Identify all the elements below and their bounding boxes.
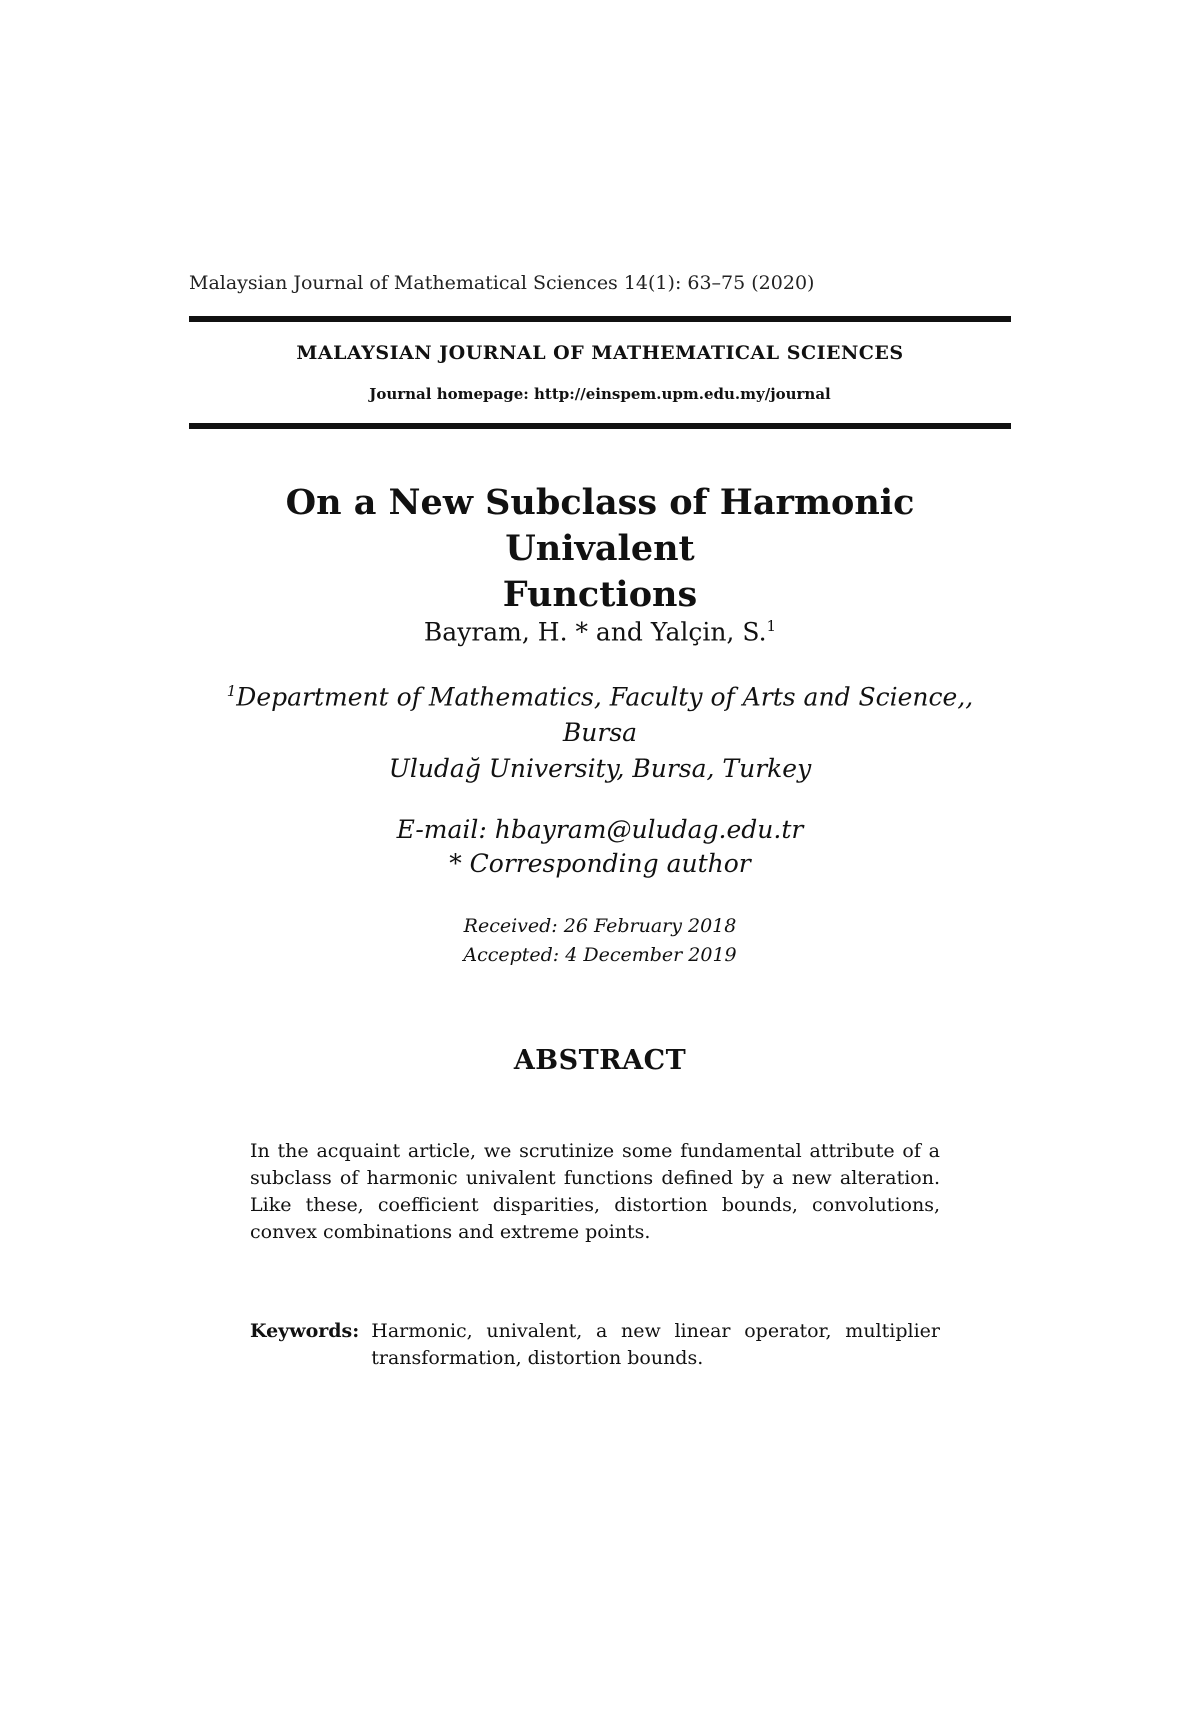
dates	[189, 912, 1011, 970]
abstract-heading: ABSTRACT	[513, 1045, 687, 1076]
affiliation	[189, 673, 1011, 787]
bottom-rule	[189, 423, 1011, 429]
authors	[189, 617, 1011, 646]
author-names: Bayram, H. * and Yalçin, S.	[423, 617, 767, 647]
affiliation-line-1: Department of Mathematics, Faculty of Arts and Science,, Bursa	[236, 682, 974, 748]
author-superscript: 1	[766, 617, 777, 635]
journal-name: MALAYSIAN JOURNAL OF MATHEMATICAL SCIENCES	[296, 342, 904, 364]
contact	[189, 813, 1011, 881]
top-rule	[189, 316, 1011, 322]
journal-homepage[interactable]: Journal homepage: http://einspem.upm.edu.my/journal	[369, 385, 831, 403]
keywords-text: Harmonic, univalent, a new linear operator, multiplier transformation, distortion bounds.	[371, 1320, 940, 1369]
affiliation-superscript: 1	[226, 682, 237, 700]
received-date: Received: 26 February 2018	[463, 915, 737, 937]
affiliation-line-2: Uludağ University, Bursa, Turkey	[388, 754, 812, 784]
keywords-label: Keywords:	[250, 1320, 360, 1342]
keywords	[250, 1318, 940, 1372]
accepted-date: Accepted: 4 December 2019	[463, 944, 737, 966]
running-head: Malaysian Journal of Mathematical Sciences 14(1): 63–75 (2020)	[189, 272, 815, 294]
title-line-2: Functions	[502, 574, 698, 615]
paper-title	[189, 480, 1011, 618]
corresponding-author: * Corresponding author	[449, 849, 751, 878]
title-line-1: On a New Subclass of Harmonic Univalent	[285, 482, 915, 569]
email[interactable]: E-mail: hbayram@uludag.edu.tr	[396, 815, 804, 844]
abstract-body: In the acquaint article, we scrutinize some fundamental attribute of a subclass of harmonic univalent functions defined by a new alteration. Like these, coefficient disparities, distortion bounds, convolutions, convex combinations and extreme points.	[250, 1140, 940, 1243]
